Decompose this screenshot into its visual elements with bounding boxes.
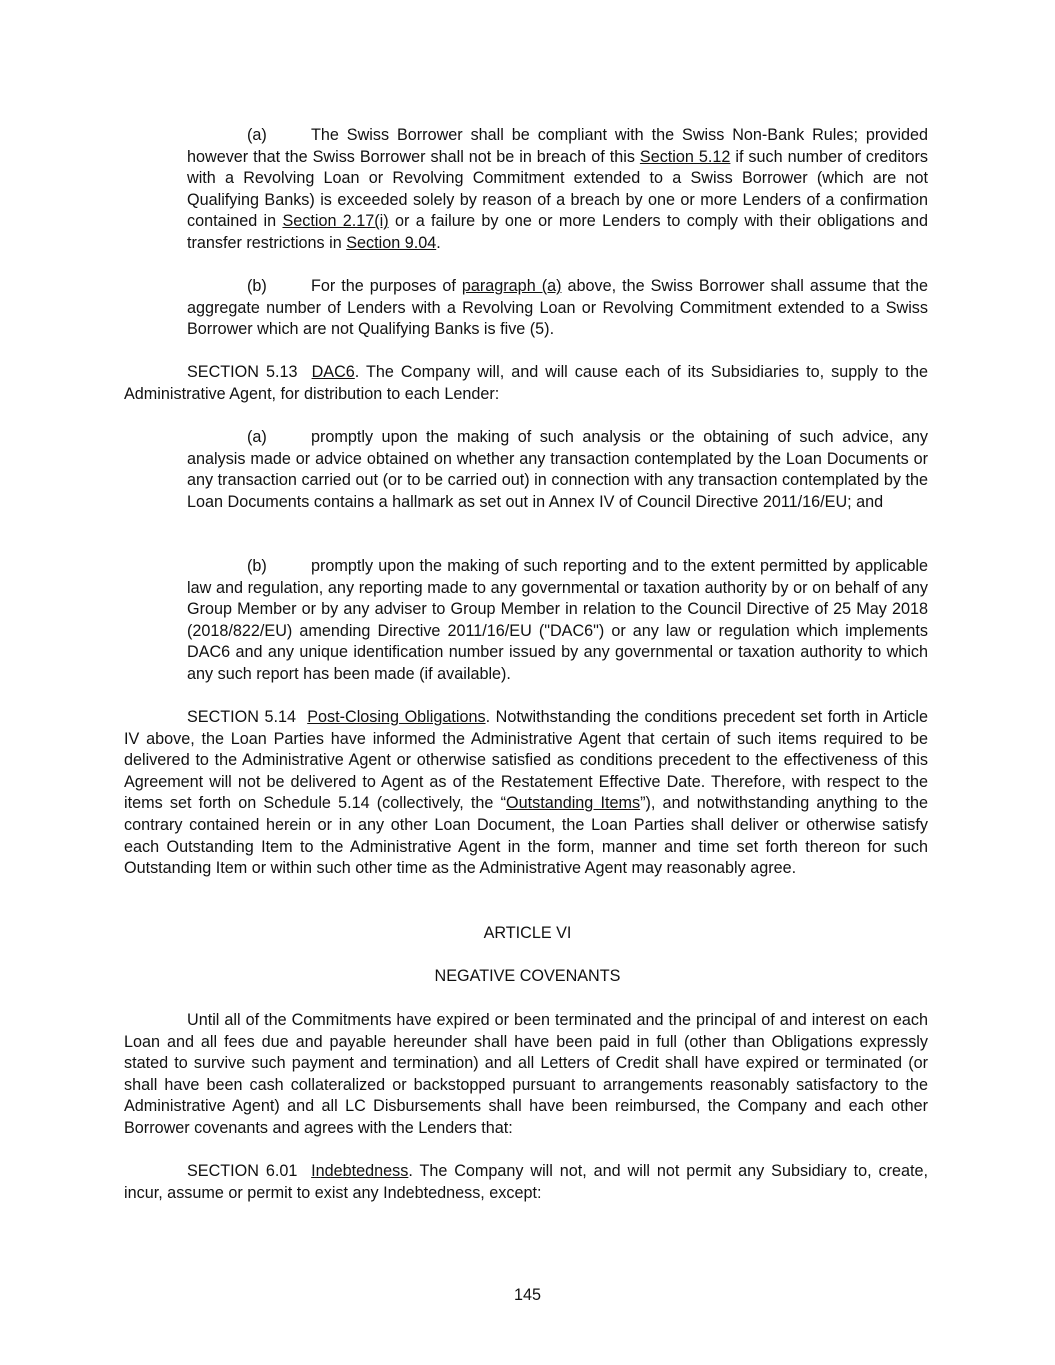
section-5-12-link[interactable]: Section 5.12: [639, 147, 731, 166]
paragraph-5-12-a: (a) The Swiss Borrower shall be compliant with the Swiss Non-Bank Rules; provided however that the Swiss Borrower shall not be in breach of this Section 5.12 if such number of creditors with a Revolving Loan or Revolving Commitment extended to a Swiss Borrower (which are not Qualifying Banks) is exceeded solely by reason of a breach by one or more Lenders of a confirmation contained in Section 2.17(i) or a failure by one or more Lenders to comply with their obligations and transfer restrictions in Section 9.04.: [187, 126, 929, 252]
section-9-04-link[interactable]: Section 9.04: [346, 233, 437, 252]
section-title-indebtedness: Indebtedness: [311, 1162, 409, 1180]
section-heading: SECTION 6.01: [187, 1162, 298, 1180]
section-2-17-i-link[interactable]: Section 2.17(i): [282, 212, 389, 231]
outstanding-items-term: Outstanding Items: [506, 794, 641, 813]
article-intro: Until all of the Commitments have expired or been terminated and the principal of and interest on each Loan and all fees due and payable hereunder shall have been paid in full (other than Obligations expressly stated to survive such payment and termination) and all Letters of Credit shall have expired or terminated (or shall have been cash collateralized or backstopped pursuant to arrangements reasonably satisfactory to the Administrative Agent) and all LC Disbursements shall have been reimbursed, the Company and each other Borrower covenants and agrees with the Lenders that:: [124, 1011, 928, 1137]
article-heading: ARTICLE VI: [483, 924, 572, 942]
paragraph-5-13-a: (a) promptly upon the making of such analysis or the obtaining of such advice, any analysis made or advice obtained on whether any transaction contemplated by the Loan Documents or any transaction carried out (or to be carried out) in connection with any transaction contemplated by the Loan Documents contains a hallmark as set out in Annex IV of Council Directive 2011/16/EU; and: [187, 428, 928, 511]
section-title-post-closing: Post-Closing Obligations: [307, 708, 486, 726]
paragraph-5-12-b: (b) For the purposes of paragraph (a) above, the Swiss Borrower shall assume that the aggregate number of Lenders with a Revolving Loan or Revolving Commitment extended to a Swiss Borrower which are not Qualifying Banks is five (5).: [187, 277, 929, 339]
paragraph-a-link[interactable]: paragraph (a): [461, 277, 562, 295]
section-6-01: SECTION 6.01 Indebtedness. The Company will not, and will not permit any Subsidiary to, create, incur, assume or permit to exist any Indebtedness, except:: [124, 1162, 928, 1202]
clause-number: (b): [247, 277, 267, 295]
section-5-14: SECTION 5.14 Post-Closing Obligations. Notwithstanding the conditions precedent set forth in Article IV above, the Loan Parties have informed the Administrative Agent that certain of such items required to be delivered to the Administrative Agent or otherwise satisfied as conditions precedent to the effectiveness of this Agreement will not be delivered to Agent as of the Restatement Effective Date. Therefore, with respect to the items set forth on Schedule 5.14 (collectively, the “Outstanding Items”), and notwithstanding anything to the contrary contained herein or in any other Loan Document, the Loan Parties shall deliver or otherwise satisfy each Outstanding Item to the Administrative Agent in the form, manner and time set forth thereon for such Outstanding Item or within such other time as the Administrative Agent may reasonably agree.: [124, 708, 928, 878]
section-title-dac6: DAC6: [311, 363, 355, 381]
clause-number: (a): [247, 126, 267, 144]
section-5-13: SECTION 5.13 DAC6. The Company will, and will cause each of its Subsidiaries to, supply to the Administrative Agent, for distribution to each Lender:: [124, 363, 929, 403]
paragraph-5-13-b: (b) promptly upon the making of such reporting and to the extent permitted by applicable law and regulation, any reporting made to any governmental or taxation authority by or on behalf of any Group Member or by any adviser to Group Member in relation to the Council Directive of 25 May 2018 (2018/822/EU) amending Directive 2011/16/EU ("DAC6") or any law or regulation which implements DAC6 and any unique identification number issued by any governmental or taxation authority to which any such report has been made (if available).: [187, 557, 928, 683]
section-heading: SECTION 5.14: [187, 708, 297, 726]
page-number: 145: [513, 1286, 541, 1304]
clause-number: (b): [247, 557, 267, 575]
section-heading: SECTION 5.13: [187, 363, 298, 381]
clause-number: (a): [247, 428, 267, 446]
article-title: NEGATIVE COVENANTS: [434, 967, 621, 985]
